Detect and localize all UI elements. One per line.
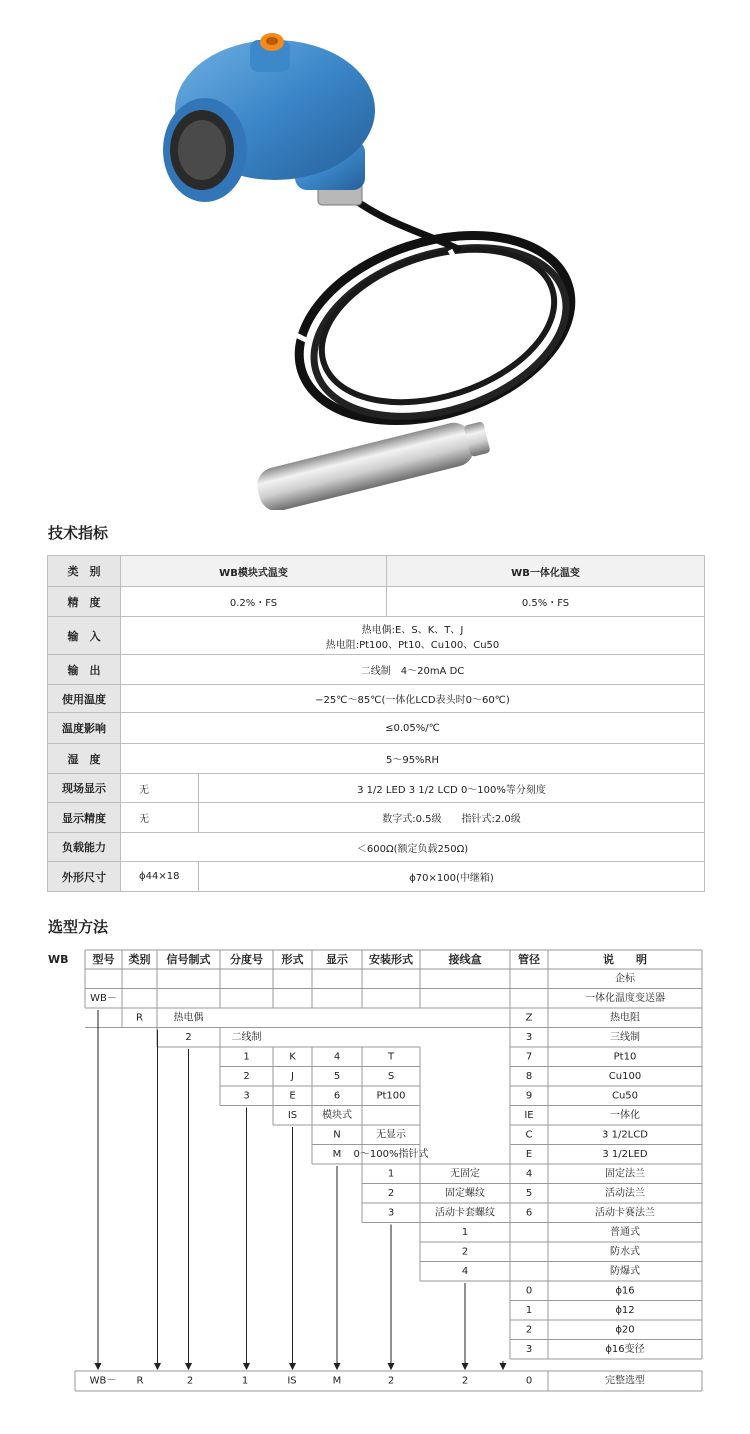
code-cell: 1	[461, 1226, 469, 1238]
spec-cell: 无	[121, 774, 199, 803]
example-code: 2	[461, 1375, 469, 1387]
code-cell: 无显示	[376, 1129, 406, 1141]
code-cell: 2	[387, 1187, 395, 1199]
code-cell: 2	[525, 1324, 533, 1336]
spec-row-input	[48, 617, 705, 655]
description: ϕ20	[615, 1324, 635, 1336]
spec-cell: 二线制 4～20mA DC	[121, 655, 705, 685]
code-cell: J	[291, 1070, 294, 1082]
code-cell: M	[332, 1148, 342, 1160]
pipe-code: 9	[525, 1090, 533, 1102]
pipe-code: E	[525, 1148, 533, 1160]
description: Pt10	[613, 1051, 637, 1063]
selection-header: 说 明	[603, 953, 647, 966]
code-cell: 1	[387, 1168, 395, 1180]
pipe-code: Z	[525, 1012, 533, 1024]
spec-row-dimensions	[48, 862, 705, 892]
spec-line: 热电偶:E、S、K、T、J	[361, 624, 464, 636]
code-cell: T	[387, 1051, 395, 1063]
spec-cell: ＜600Ω(额定负载250Ω)	[121, 833, 705, 862]
example-code: 完整选型	[605, 1375, 645, 1387]
pipe-code: 4	[525, 1168, 533, 1180]
code-cell: WB－	[90, 992, 117, 1004]
description: 3 1/2LED	[602, 1148, 648, 1160]
code-cell: S	[387, 1070, 395, 1082]
description: 一体化	[610, 1109, 640, 1121]
description: 防水式	[610, 1246, 640, 1258]
pipe-code: 8	[525, 1070, 533, 1082]
spec-cell: WB一体化温变	[387, 556, 705, 587]
code-cell: 1	[243, 1051, 250, 1063]
spec-cell: 0.2%・FS	[121, 587, 387, 617]
code-cell: 6	[333, 1090, 341, 1102]
code-cell: 4	[461, 1265, 469, 1277]
description: 热电阻	[610, 1012, 640, 1024]
description: 固定法兰	[605, 1168, 645, 1180]
selection-header: 安装形式	[369, 953, 413, 966]
selection-header: 信号制式	[166, 953, 211, 966]
spec-label: 使用温度	[48, 685, 121, 713]
selection-section-title: 选型方法	[48, 918, 109, 936]
spec-cell: 数字式:0.5级 指针式:2.0级	[199, 803, 705, 833]
code-cell: 模块式	[322, 1109, 352, 1121]
selection-header: 类别	[128, 953, 151, 966]
code-cell: N	[333, 1129, 341, 1141]
description: ϕ16	[615, 1285, 635, 1297]
code-cell: 3	[525, 1343, 533, 1355]
spec-row-output	[48, 655, 705, 685]
selection-header: 管径	[518, 953, 540, 966]
spec-row-load	[48, 833, 705, 862]
spec-label: 温度影响	[48, 713, 121, 744]
code-cell: R	[136, 1012, 143, 1024]
selection-header: 显示	[326, 953, 348, 966]
code-cell: 0～100%指针式	[353, 1148, 429, 1160]
code-cell: 活动卡套螺纹	[435, 1207, 495, 1219]
spec-cell: 5～95%RH	[121, 744, 705, 774]
spec-cell: 无	[121, 803, 199, 833]
pipe-code: 7	[525, 1051, 533, 1063]
spec-table	[47, 555, 705, 892]
code-cell: 二线制	[231, 1031, 262, 1043]
code-cell: 固定螺纹	[445, 1187, 485, 1199]
spec-cell: 3 1/2 LED 3 1/2 LCD 0～100%等分刻度	[199, 774, 705, 803]
code-cell: 2	[243, 1070, 250, 1082]
spec-label: 显示精度	[48, 803, 121, 833]
example-code: 2	[186, 1375, 194, 1387]
spec-label: 现场显示	[48, 774, 121, 803]
spec-label: 负载能力	[48, 833, 121, 862]
example-code: WB－	[89, 1375, 117, 1387]
spec-cell: WB模块式温变	[121, 556, 387, 587]
description: 三线制	[610, 1031, 640, 1043]
spec-row-temperature	[48, 685, 705, 713]
description: Cu50	[611, 1090, 639, 1102]
product-image	[150, 10, 600, 510]
spec-label: 输 入	[48, 617, 121, 655]
spec-label: 湿 度	[48, 744, 121, 774]
spec-label: 精 度	[48, 587, 121, 617]
spec-row-display	[48, 774, 705, 803]
description: 普通式	[610, 1226, 640, 1238]
selection-header: 接线盒	[448, 953, 482, 966]
pipe-code: 5	[525, 1187, 533, 1199]
code-cell: 2	[185, 1031, 192, 1043]
spec-row-display-accuracy	[48, 803, 705, 833]
code-cell: 5	[333, 1070, 341, 1082]
description: ϕ16变径	[605, 1343, 645, 1355]
spec-cell	[121, 617, 705, 655]
code-cell: 4	[333, 1051, 341, 1063]
spec-cell: 0.5%・FS	[387, 587, 705, 617]
spec-cell: −25℃～85℃(一体化LCD表头时0～60℃)	[121, 685, 705, 713]
example-code: IS	[287, 1375, 297, 1387]
description: 3 1/2LCD	[602, 1129, 648, 1141]
example-code: 0	[525, 1375, 533, 1387]
example-code: 2	[387, 1375, 395, 1387]
code-cell: 3	[243, 1090, 250, 1102]
code-cell: K	[289, 1051, 296, 1063]
code-cell: 0	[525, 1285, 533, 1297]
spec-label: 输 出	[48, 655, 121, 685]
selection-header: 分度号	[230, 953, 263, 966]
selection-header: 型号	[92, 953, 115, 966]
spec-row-category	[48, 556, 705, 587]
code-cell: Pt100	[376, 1090, 406, 1102]
code-cell: 无固定	[450, 1168, 480, 1180]
example-code: M	[332, 1375, 342, 1387]
pipe-code: IE	[524, 1109, 534, 1121]
spec-label: 类 别	[48, 556, 121, 587]
selection-header: 形式	[281, 953, 304, 966]
spec-row-accuracy	[48, 587, 705, 617]
description: 防爆式	[610, 1265, 640, 1277]
spec-row-temp-effect	[48, 713, 705, 744]
description: 活动法兰	[605, 1187, 645, 1199]
spec-line: 热电阻:Pt100、Pt10、Cu100、Cu50	[325, 639, 500, 651]
code-cell: E	[289, 1090, 296, 1102]
description: 企标	[615, 973, 635, 985]
spec-cell: ϕ44×18	[121, 862, 199, 892]
code-cell: 2	[461, 1246, 469, 1258]
spec-cell: ϕ70×100(中继箱)	[199, 862, 705, 892]
spec-label: 外形尺寸	[48, 862, 121, 892]
example-code: 1	[241, 1375, 249, 1387]
description: 一体化温度变送器	[585, 992, 665, 1004]
code-cell: 3	[387, 1207, 395, 1219]
code-cell: 1	[525, 1304, 533, 1316]
spec-cell: ≤0.05%/℃	[121, 713, 705, 744]
pipe-code: 3	[525, 1031, 533, 1043]
corner-tag: WB	[48, 953, 69, 966]
pipe-code: 6	[525, 1207, 533, 1219]
example-code: R	[136, 1375, 144, 1387]
code-cell: IS	[287, 1109, 298, 1121]
spec-row-humidity	[48, 744, 705, 774]
description: ϕ12	[615, 1304, 635, 1316]
description: 活动卡赛法兰	[595, 1207, 655, 1219]
spec-section-title: 技术指标	[48, 524, 109, 542]
code-cell: 热电偶	[173, 1012, 204, 1024]
pipe-code: C	[525, 1129, 533, 1141]
description: Cu100	[608, 1070, 642, 1082]
